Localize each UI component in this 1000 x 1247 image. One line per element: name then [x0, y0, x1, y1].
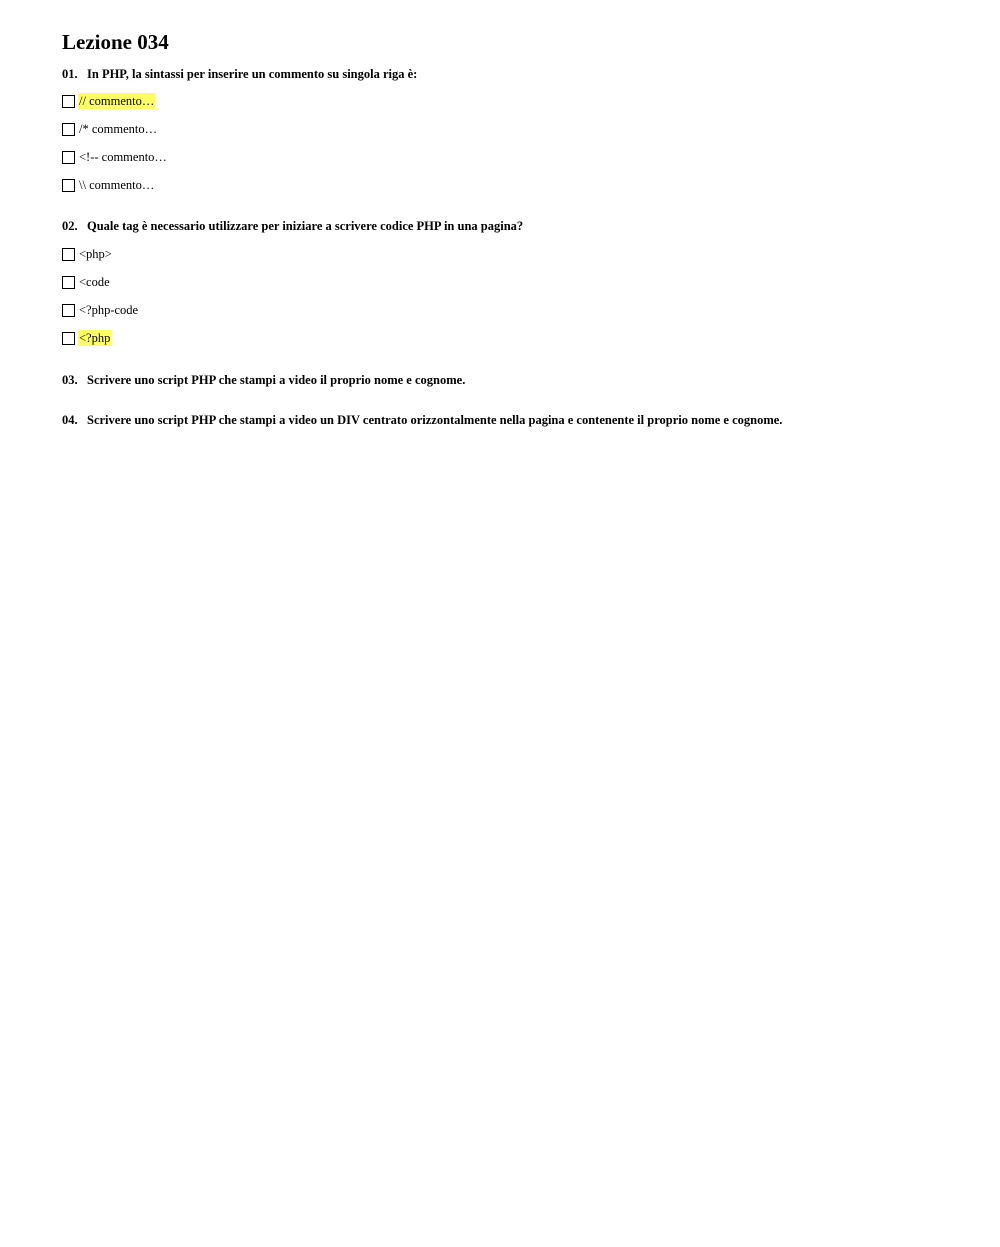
page-title: Lezione 034	[62, 30, 169, 54]
answer-text: <!-- commento…	[79, 150, 167, 164]
question-number: 01.	[62, 67, 78, 81]
answer-option[interactable]	[62, 177, 962, 193]
answer-text: /* commento…	[79, 122, 158, 136]
checkbox-icon[interactable]	[62, 95, 75, 108]
answer-option[interactable]	[62, 121, 962, 137]
answer-text: // commento…	[79, 94, 155, 108]
answer-option[interactable]	[62, 246, 962, 262]
answer-text: <?php	[79, 331, 111, 345]
checkbox-icon[interactable]	[62, 304, 75, 317]
question-02	[62, 218, 962, 346]
question-header	[62, 218, 962, 234]
checkbox-icon[interactable]	[62, 276, 75, 289]
question-number: 02.	[62, 219, 78, 233]
question-number: 04.	[62, 413, 78, 427]
question-text: Scrivere uno script PHP che stampi a video un DIV centrato orizzontalmente nella pagina e contenente il proprio nome e cognome.	[87, 413, 783, 427]
answer-option[interactable]	[62, 149, 962, 165]
question-04	[62, 412, 962, 428]
answer-option[interactable]	[62, 93, 962, 109]
checkbox-icon[interactable]	[62, 332, 75, 345]
answer-option[interactable]	[62, 302, 962, 318]
answer-text: <?php-code	[79, 303, 139, 317]
answer-option[interactable]	[62, 274, 962, 290]
question-header	[62, 412, 962, 428]
checkbox-icon[interactable]	[62, 123, 75, 136]
answer-text: <code	[79, 275, 110, 289]
question-text: Scrivere uno script PHP che stampi a video il proprio nome e cognome.	[87, 373, 466, 387]
answer-option[interactable]	[62, 330, 962, 346]
question-text: Quale tag è necessario utilizzare per iniziare a scrivere codice PHP in una pagina?	[87, 219, 524, 233]
answer-text: \\ commento…	[79, 178, 155, 192]
checkbox-icon[interactable]	[62, 248, 75, 261]
question-01	[62, 66, 962, 193]
checkbox-icon[interactable]	[62, 151, 75, 164]
answer-text: <php>	[79, 247, 112, 261]
document-page	[62, 30, 962, 428]
question-03	[62, 372, 962, 388]
question-number: 03.	[62, 373, 78, 387]
question-text: In PHP, la sintassi per inserire un commento su singola riga è:	[87, 67, 418, 81]
question-header	[62, 66, 962, 82]
question-header	[62, 372, 962, 388]
checkbox-icon[interactable]	[62, 179, 75, 192]
